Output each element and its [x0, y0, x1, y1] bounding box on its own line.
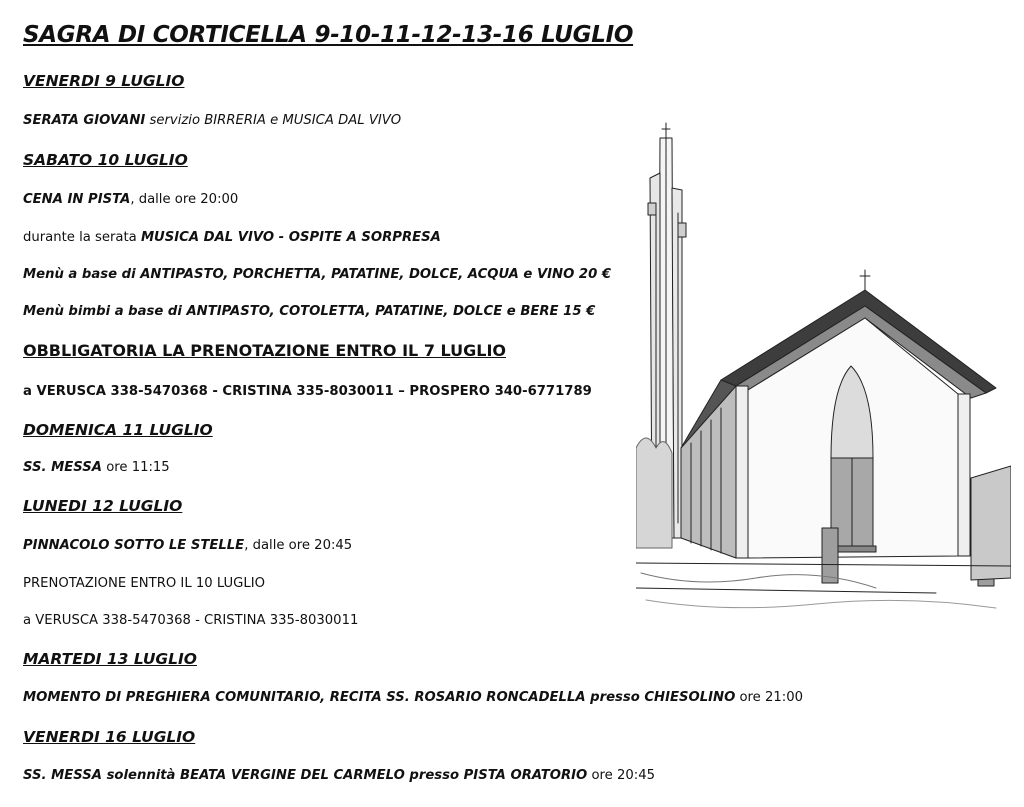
sat10-music-text: MUSICA DAL VIVO - OSPITE A SORPRESA — [140, 230, 441, 245]
tue13-line-1 — [23, 690, 803, 705]
day-heading-mon12: LUNEDI 12 LUGLIO — [23, 497, 183, 515]
sun11-event-name: SS. MESSA — [23, 460, 102, 475]
mon12-line-1 — [23, 538, 352, 553]
mon12-event-time: , dalle ore 20:45 — [244, 538, 353, 553]
sat10-menu-adult: Menù a base di ANTIPASTO, PORCHETTA, PATATINE, DOLCE, ACQUA e VINO 20 € — [23, 267, 612, 282]
fri9-line-1 — [23, 113, 401, 128]
tue13-event-time: ore 21:00 — [735, 690, 803, 705]
day-heading-sat10: SABATO 10 LUGLIO — [23, 151, 188, 169]
sun11-event-time: ore 11:15 — [102, 460, 170, 475]
page-title: SAGRA DI CORTICELLA 9-10-11-12-13-16 LUGLIO — [23, 22, 634, 48]
sat10-line-2 — [23, 230, 441, 245]
day-heading-tue13: MARTEDI 13 LUGLIO — [23, 650, 197, 668]
fri9-event-detail: servizio BIRRERIA e MUSICA DAL VIVO — [145, 113, 402, 128]
tue13-event-name: MOMENTO DI PREGHIERA COMUNITARIO, RECITA SS. ROSARIO RONCADELLA presso CHIESOLINO — [23, 690, 736, 705]
sat10-event-time: , dalle ore 20:00 — [130, 192, 239, 207]
fri16-event-name: SS. MESSA solennità BEATA VERGINE DEL CARMELO presso PISTA ORATORIO — [23, 768, 588, 783]
day-heading-fri9: VENERDI 9 LUGLIO — [23, 72, 185, 90]
day-heading-sun11: DOMENICA 11 LUGLIO — [23, 421, 213, 439]
church-sketch-illustration — [636, 118, 1011, 618]
sat10-menu-kids: Menù bimbi a base di ANTIPASTO, COTOLETTA, PATATINE, DOLCE e BERE 15 € — [23, 304, 596, 319]
fri9-event-name: SERATA GIOVANI — [23, 113, 146, 128]
day-heading-fri16: VENERDI 16 LUGLIO — [23, 728, 196, 746]
sat10-event-name: CENA IN PISTA — [23, 192, 131, 207]
mon12-line-2: PRENOTAZIONE ENTRO IL 10 LUGLIO — [23, 576, 266, 591]
mon12-contacts: a VERUSCA 338-5470368 - CRISTINA 335-8030011 — [23, 613, 359, 628]
sat10-during-text: durante la serata — [23, 230, 141, 245]
fri16-line-1 — [23, 768, 655, 783]
sat10-contacts: a VERUSCA 338-5470368 - CRISTINA 335-8030011 – PROSPERO 340-6771789 — [23, 384, 592, 399]
sun11-line-1 — [23, 460, 170, 475]
mon12-event-name: PINNACOLO SOTTO LE STELLE — [23, 538, 245, 553]
reservation-notice: OBBLIGATORIA LA PRENOTAZIONE ENTRO IL 7 LUGLIO — [23, 341, 507, 360]
sat10-line-1 — [23, 192, 238, 207]
fri16-event-time: ore 20:45 — [587, 768, 655, 783]
